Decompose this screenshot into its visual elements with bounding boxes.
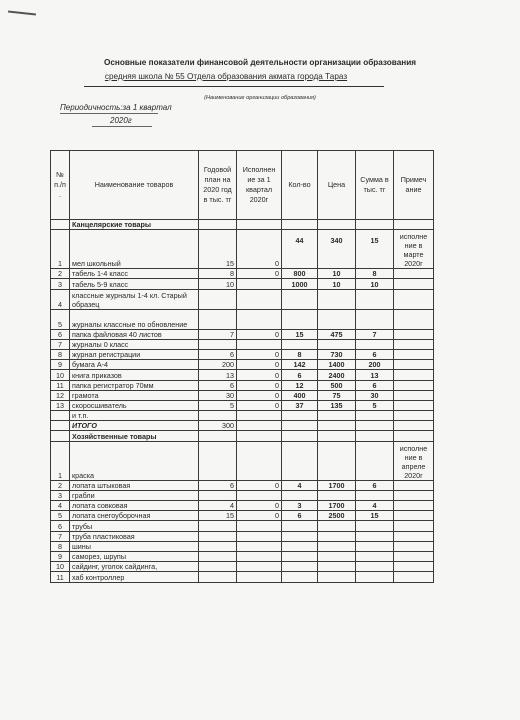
row-name: скоросшиватель (70, 400, 199, 410)
row-cell (318, 421, 356, 431)
document-title: Основные показатели финансовой деятельности организации образования (103, 58, 417, 67)
row-exec: 0 (237, 390, 282, 400)
row-sum: 6 (356, 380, 394, 390)
finance-table (50, 150, 434, 583)
row-cell (318, 411, 356, 421)
col-number: № п./п . (51, 151, 70, 220)
row-name: лопата снегоуборочная (70, 511, 199, 521)
row-sum (356, 541, 394, 551)
row-name: шины (70, 541, 199, 551)
table-row (51, 289, 434, 309)
row-name: лопата совковая (70, 501, 199, 511)
table-row (51, 501, 434, 511)
row-plan (199, 490, 237, 500)
row-exec (237, 541, 282, 551)
table-row (51, 400, 434, 410)
row-qty: 800 (282, 269, 318, 279)
row-name: бумага А-4 (70, 360, 199, 370)
row-sum: 30 (356, 390, 394, 400)
table-row (51, 531, 434, 541)
row-qty (282, 289, 318, 309)
table-row (51, 521, 434, 531)
row-qty (282, 572, 318, 582)
row-plan: 4 (199, 501, 237, 511)
row-number: 11 (51, 572, 70, 582)
row-price: 2400 (318, 370, 356, 380)
table-row (51, 390, 434, 400)
table-row (51, 480, 434, 490)
row-qty: 8 (282, 349, 318, 359)
table-row (51, 541, 434, 551)
row-qty: 15 (282, 329, 318, 339)
row-note (394, 521, 434, 531)
section-row (51, 431, 434, 441)
row-exec (237, 309, 282, 329)
row-cell (394, 431, 434, 441)
row-sum (356, 521, 394, 531)
section-title: Хозяйственные товары (70, 431, 199, 441)
total-row (51, 421, 434, 431)
row-cell (356, 421, 394, 431)
row-exec: 0 (237, 370, 282, 380)
row-exec (237, 490, 282, 500)
row-number: 8 (51, 541, 70, 551)
row-exec (237, 279, 282, 289)
row-sum (356, 531, 394, 541)
row-plan: 15 (199, 511, 237, 521)
row-note (394, 360, 434, 370)
table-row (51, 411, 434, 421)
row-qty (282, 541, 318, 551)
row-plan (199, 562, 237, 572)
row-number: 4 (51, 289, 70, 309)
row-note (394, 289, 434, 309)
row-qty: 142 (282, 360, 318, 370)
row-name: сайдинг, уголок сайдинга, (70, 562, 199, 572)
row-price (318, 339, 356, 349)
row-price: 1700 (318, 480, 356, 490)
section-row (51, 220, 434, 230)
row-exec (237, 572, 282, 582)
row-plan: 15 (199, 230, 237, 269)
row-exec: 0 (237, 230, 282, 269)
row-qty (282, 551, 318, 561)
row-qty (282, 309, 318, 329)
row-plan: 8 (199, 269, 237, 279)
row-name: папка регистратор 70мм (70, 380, 199, 390)
row-sum (356, 441, 394, 480)
row-note (394, 541, 434, 551)
row-price: 2500 (318, 511, 356, 521)
row-number: 6 (51, 521, 70, 531)
row-price: 1400 (318, 360, 356, 370)
row-note (394, 380, 434, 390)
row-qty: 37 (282, 400, 318, 410)
table-row (51, 309, 434, 329)
row-price: 475 (318, 329, 356, 339)
row-sum (356, 289, 394, 309)
row-sum (356, 572, 394, 582)
row-sum: 10 (356, 279, 394, 289)
row-plan: 200 (199, 360, 237, 370)
row-note (394, 511, 434, 521)
row-name: трубы (70, 521, 199, 531)
row-note (394, 349, 434, 359)
row-name: папка файловая 40 листов (70, 329, 199, 339)
section-title: Канцелярские товары (70, 220, 199, 230)
table-row (51, 339, 434, 349)
row-name: хаб контроллер (70, 572, 199, 582)
row-note (394, 490, 434, 500)
row-price (318, 490, 356, 500)
row-qty: 1000 (282, 279, 318, 289)
row-price: 135 (318, 400, 356, 410)
row-sum (356, 309, 394, 329)
row-number: 8 (51, 349, 70, 359)
scan-mark (8, 11, 36, 16)
row-note: исполне ние в марте 2020г (394, 230, 434, 269)
table-row (51, 380, 434, 390)
row-note (394, 339, 434, 349)
row-name: и т.п. (70, 411, 199, 421)
row-number: 12 (51, 390, 70, 400)
row-qty (282, 339, 318, 349)
total-plan: 300 (199, 421, 237, 431)
row-plan (199, 551, 237, 561)
table-row (51, 279, 434, 289)
row-qty (282, 562, 318, 572)
row-sum: 15 (356, 511, 394, 521)
row-note (394, 309, 434, 329)
organization-note: (Наименование организации образования) (204, 95, 316, 101)
row-name: журналы классные по обновление (70, 309, 199, 329)
row-cell (394, 421, 434, 431)
row-plan: 6 (199, 349, 237, 359)
row-number (51, 431, 70, 441)
row-number: 3 (51, 279, 70, 289)
total-label: ИТОГО (70, 421, 199, 431)
row-price (318, 541, 356, 551)
table-row (51, 370, 434, 380)
row-sum: 4 (356, 501, 394, 511)
row-plan (199, 441, 237, 480)
row-plan: 30 (199, 390, 237, 400)
row-price (318, 521, 356, 531)
row-number: 5 (51, 511, 70, 521)
row-name: грамота (70, 390, 199, 400)
organization-name: средняя школа № 55 Отдела образования акмата города Тараз (104, 72, 348, 81)
row-note (394, 269, 434, 279)
row-number: 3 (51, 490, 70, 500)
row-note (394, 329, 434, 339)
table-row (51, 562, 434, 572)
row-number: 10 (51, 562, 70, 572)
row-sum (356, 490, 394, 500)
table-header-row (51, 151, 434, 220)
row-exec: 0 (237, 269, 282, 279)
row-qty: 6 (282, 511, 318, 521)
row-price (318, 309, 356, 329)
row-qty: 6 (282, 370, 318, 380)
row-qty (282, 531, 318, 541)
row-number: 1 (51, 230, 70, 269)
row-exec: 0 (237, 380, 282, 390)
row-cell (237, 421, 282, 431)
row-cell (282, 421, 318, 431)
row-qty: 3 (282, 501, 318, 511)
row-name: саморез, шрупы (70, 551, 199, 561)
table-row (51, 360, 434, 370)
row-plan: 6 (199, 380, 237, 390)
row-number: 11 (51, 380, 70, 390)
row-sum: 200 (356, 360, 394, 370)
row-plan (199, 309, 237, 329)
row-number: 2 (51, 269, 70, 279)
col-sum: Сумма в тыс. тг (356, 151, 394, 220)
row-number: 7 (51, 339, 70, 349)
row-sum: 6 (356, 349, 394, 359)
row-sum: 15 (356, 230, 394, 269)
period-label: Периодичность:за 1 квартал (60, 103, 172, 112)
row-sum: 5 (356, 400, 394, 410)
row-exec: 0 (237, 349, 282, 359)
row-sum: 6 (356, 480, 394, 490)
row-qty: 400 (282, 390, 318, 400)
row-name: журнал регистрации (70, 349, 199, 359)
col-price: Цена (318, 151, 356, 220)
row-name: табель 5-9 класс (70, 279, 199, 289)
row-number (51, 421, 70, 431)
col-name: Наименование товаров (70, 151, 199, 220)
underline (84, 86, 384, 87)
row-sum: 8 (356, 269, 394, 279)
row-cell (356, 431, 394, 441)
row-cell (356, 411, 394, 421)
row-plan: 7 (199, 329, 237, 339)
row-plan: 10 (199, 279, 237, 289)
row-note (394, 572, 434, 582)
row-plan (199, 541, 237, 551)
row-price (318, 572, 356, 582)
row-name: книга приказов (70, 370, 199, 380)
row-note: исполне ние в апреле 2020г (394, 441, 434, 480)
row-sum (356, 551, 394, 561)
row-sum: 13 (356, 370, 394, 380)
row-number: 7 (51, 531, 70, 541)
row-price: 340 (318, 230, 356, 269)
row-exec: 0 (237, 400, 282, 410)
table-row (51, 441, 434, 480)
row-number: 10 (51, 370, 70, 380)
row-note (394, 480, 434, 490)
row-note (394, 370, 434, 380)
col-plan: Годовой план на 2020 год в тыс. тг (199, 151, 237, 220)
row-qty: 12 (282, 380, 318, 390)
row-note (394, 531, 434, 541)
col-qty: Кол-во (282, 151, 318, 220)
row-exec (237, 562, 282, 572)
row-sum: 7 (356, 329, 394, 339)
row-number: 6 (51, 329, 70, 339)
row-number: 4 (51, 501, 70, 511)
year-underline (92, 126, 152, 127)
row-cell (237, 431, 282, 441)
row-cell (282, 431, 318, 441)
row-note (394, 562, 434, 572)
row-plan (199, 572, 237, 582)
row-plan (199, 531, 237, 541)
row-qty (282, 441, 318, 480)
row-plan (199, 521, 237, 531)
row-exec (237, 441, 282, 480)
period-underline (60, 113, 158, 114)
row-name: грабли (70, 490, 199, 500)
table-row (51, 329, 434, 339)
table-row (51, 572, 434, 582)
col-note: Примеч ание (394, 151, 434, 220)
row-price: 730 (318, 349, 356, 359)
row-price (318, 551, 356, 561)
col-exec: Исполнен ие за 1 квартал 2020г (237, 151, 282, 220)
row-number: 9 (51, 360, 70, 370)
row-qty: 4 (282, 480, 318, 490)
row-number: 1 (51, 441, 70, 480)
row-cell (199, 411, 237, 421)
row-number: 5 (51, 309, 70, 329)
row-price: 10 (318, 269, 356, 279)
row-price: 500 (318, 380, 356, 390)
row-plan: 5 (199, 400, 237, 410)
row-number: 2 (51, 480, 70, 490)
row-price: 75 (318, 390, 356, 400)
row-note (394, 279, 434, 289)
row-sum (356, 562, 394, 572)
period-year: 2020г (110, 116, 132, 125)
row-qty (282, 521, 318, 531)
row-plan: 6 (199, 480, 237, 490)
row-cell (237, 411, 282, 421)
table-row (51, 551, 434, 561)
row-price (318, 562, 356, 572)
row-exec: 0 (237, 329, 282, 339)
row-price (318, 289, 356, 309)
row-number (51, 411, 70, 421)
row-plan (199, 339, 237, 349)
row-cell (282, 411, 318, 421)
row-cell (394, 411, 434, 421)
row-note (394, 400, 434, 410)
row-exec (237, 289, 282, 309)
row-plan (199, 289, 237, 309)
row-exec (237, 339, 282, 349)
row-name: мел школьный (70, 230, 199, 269)
table-row (51, 490, 434, 500)
row-qty (282, 490, 318, 500)
row-exec: 0 (237, 501, 282, 511)
row-name: классные журналы 1-4 кл. Старый образец (70, 289, 199, 309)
row-note (394, 501, 434, 511)
row-number: 13 (51, 400, 70, 410)
row-exec: 0 (237, 511, 282, 521)
row-name: труба пластиковая (70, 531, 199, 541)
row-name: табель 1-4 класс (70, 269, 199, 279)
row-price: 10 (318, 279, 356, 289)
row-number: 9 (51, 551, 70, 561)
row-cell (199, 431, 237, 441)
row-cell (318, 431, 356, 441)
row-qty: 44 (282, 230, 318, 269)
row-note (394, 390, 434, 400)
row-exec (237, 521, 282, 531)
table-row (51, 511, 434, 521)
row-exec (237, 531, 282, 541)
table-row (51, 349, 434, 359)
row-plan: 13 (199, 370, 237, 380)
row-note (394, 551, 434, 561)
row-price (318, 531, 356, 541)
row-name: журналы 0 класс (70, 339, 199, 349)
row-exec: 0 (237, 480, 282, 490)
row-exec: 0 (237, 360, 282, 370)
row-price (318, 441, 356, 480)
row-sum (356, 339, 394, 349)
table-row (51, 230, 434, 269)
row-name: лопата штыковая (70, 480, 199, 490)
row-price: 1700 (318, 501, 356, 511)
table-row (51, 269, 434, 279)
row-exec (237, 551, 282, 561)
row-name: краска (70, 441, 199, 480)
